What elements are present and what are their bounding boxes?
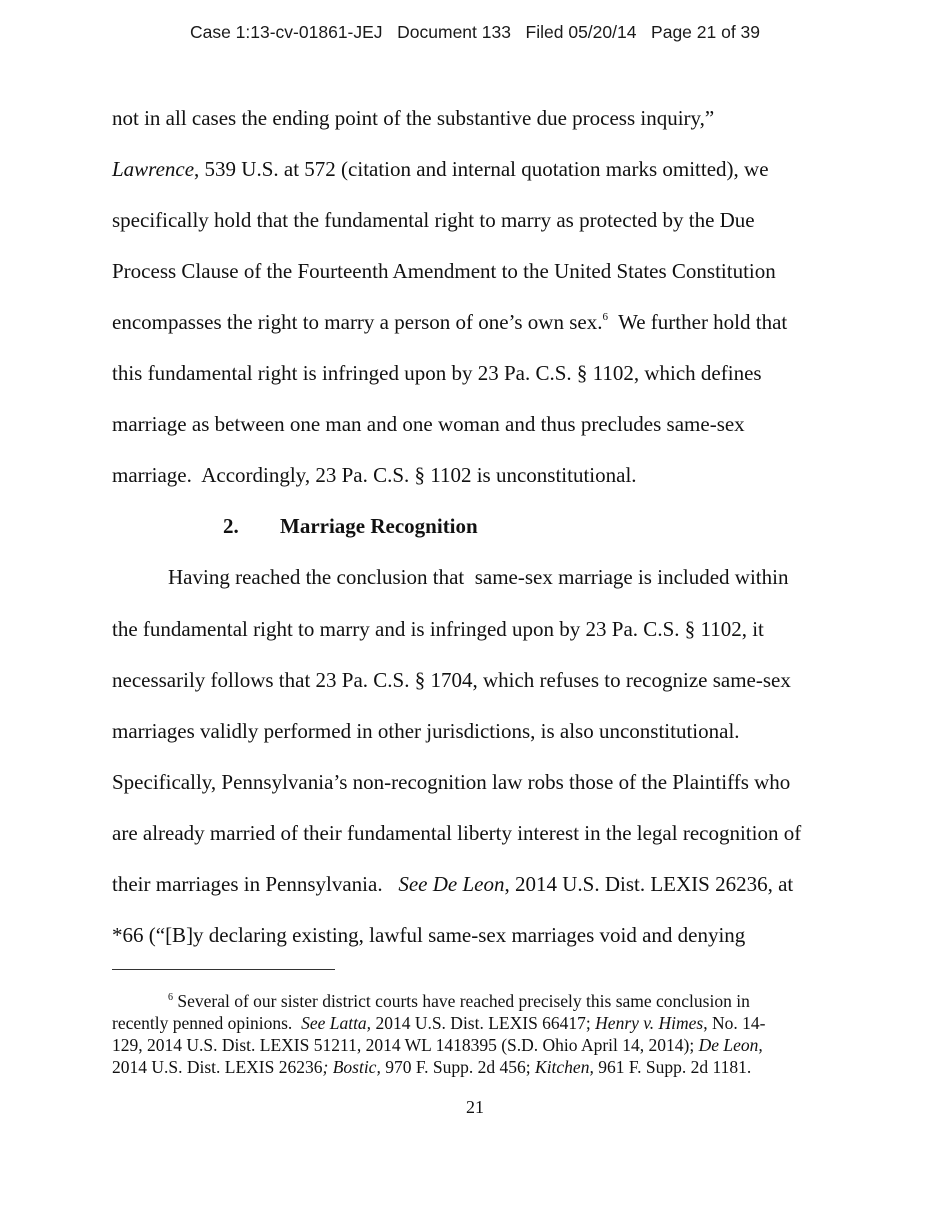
page-number: 21 <box>466 1097 484 1117</box>
body-line <box>112 871 793 897</box>
footnote-text: 129, 2014 U.S. Dist. LEXIS 51211, 2014 WL 1418395 (S.D. Ohio April 14, 2014); <box>112 1035 699 1055</box>
footnote-text: Several of our sister district courts have reached precisely this same conclusion in <box>173 991 750 1011</box>
case-citation: Henry v. Himes <box>595 1013 704 1033</box>
body-text: We further hold that <box>607 310 788 334</box>
case-header: Case 1:13-cv-01861-JEJ Document 133 Filed 05/20/14 Page 21 of 39 <box>189 22 761 42</box>
body-text: , 2014 U.S. Dist. LEXIS 26236, at <box>504 872 794 896</box>
body-line: *66 (“[B]y declaring existing, lawful same-sex marriages void and denying <box>112 923 746 947</box>
body-line: this fundamental right is infringed upon by 23 Pa. C.S. § 1102, which defines <box>112 361 762 385</box>
footnote-text: recently penned opinions. <box>112 1013 302 1033</box>
body-text: their marriages in Pennsylvania. <box>112 872 399 896</box>
footnote-divider <box>112 969 335 970</box>
footnote-text: 2014 U.S. Dist. LEXIS 26236 <box>112 1057 323 1077</box>
body-line: Specifically, Pennsylvania’s non-recognition law robs those of the Plaintiffs who <box>112 770 791 794</box>
footnote-marker: 6 <box>602 311 608 323</box>
case-citation: ; Bostic, <box>322 1057 381 1077</box>
body-line: specifically hold that the fundamental right to marry as protected by the Due <box>112 208 755 232</box>
footnote-text: 970 F. Supp. 2d 456; <box>380 1057 536 1077</box>
body-line: the fundamental right to marry and is infringed upon by 23 Pa. C.S. § 1102, it <box>112 617 764 641</box>
case-citation: De Leon, <box>698 1035 763 1055</box>
body-line: are already married of their fundamental liberty interest in the legal recognition of <box>112 821 802 845</box>
body-line <box>112 156 769 182</box>
case-citation: See De Leon <box>398 872 505 896</box>
body-line <box>112 309 787 339</box>
footnote-text: 961 F. Supp. 2d 1181. <box>593 1057 752 1077</box>
body-text: encompasses the right to marry a person of one’s own sex. <box>112 310 603 334</box>
body-line: marriage as between one man and one woman and thus precludes same-sex <box>112 412 745 436</box>
footnote-number: 6 <box>168 992 173 1003</box>
case-citation: See Latta, <box>301 1013 372 1033</box>
body-line: necessarily follows that 23 Pa. C.S. § 1704, which refuses to recognize same-sex <box>112 668 791 692</box>
case-citation: Lawrence <box>112 157 195 181</box>
body-line: Process Clause of the Fourteenth Amendment to the United States Constitution <box>112 259 776 283</box>
section-heading: Marriage Recognition <box>280 514 478 538</box>
footnote-line <box>112 1034 812 1056</box>
section-number: 2. <box>223 514 239 538</box>
body-line: Having reached the conclusion that same-sex marriage is included within <box>168 565 789 589</box>
body-text: , 539 U.S. at 572 (citation and internal quotation marks omitted), we <box>194 157 769 181</box>
body-line: marriages validly performed in other jurisdictions, is also unconstitutional. <box>112 719 740 743</box>
body-line: marriage. Accordingly, 23 Pa. C.S. § 1102 is unconstitutional. <box>112 463 637 487</box>
footnote-text: 2014 U.S. Dist. LEXIS 66417; <box>371 1013 596 1033</box>
footnote-line <box>112 1056 812 1078</box>
footnote-text: , No. 14- <box>703 1013 766 1033</box>
footnote-line <box>112 1012 812 1034</box>
body-line: not in all cases the ending point of the substantive due process inquiry,” <box>112 106 715 130</box>
case-citation: Kitchen, <box>535 1057 594 1077</box>
